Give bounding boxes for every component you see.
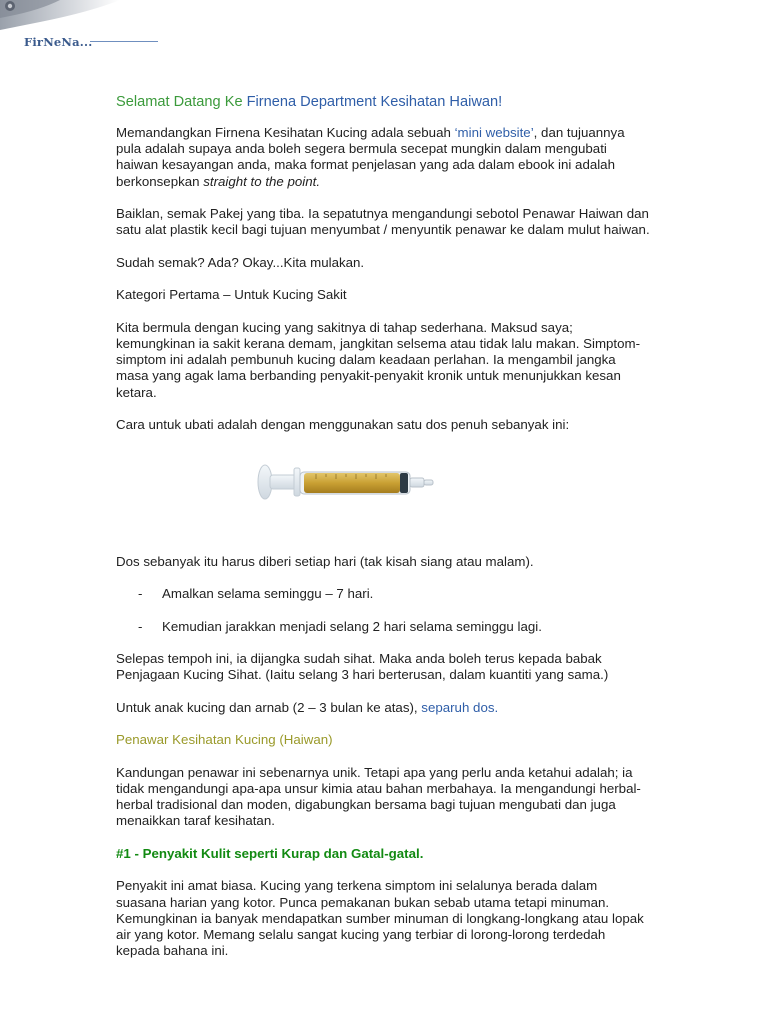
check-paragraph: Sudah semak? Ada? Okay...Kita mulakan. (116, 254, 365, 270)
list-item: - Amalkan selama seminggu – 7 hari. (116, 586, 651, 602)
disease-heading: #1 - Penyakit Kulit seperti Kurap dan Gatal-gatal. (116, 845, 424, 861)
intro-text-1: Memandangkan Firnena Kesihatan Kucing adala sebuah (116, 125, 455, 140)
method-paragraph: Cara untuk ubati adalah dengan menggunakan satu dos penuh sebanyak ini: (116, 417, 570, 433)
kitten-text: Untuk anak kucing dan arnab (2 – 3 bulan ke atas), (116, 699, 422, 715)
intro-text-2: , dan tujuannya pula adalah supaya anda boleh segera bermula secepat mungkin dalam mengubati haiwan kesayangan anda, maka format penjelasan yang ada dalam ebook ini adalah berkonsepkan (116, 125, 625, 189)
syringe-icon (256, 460, 436, 510)
section-heading: Penawar Kesihatan Kucing (Haiwan) (116, 732, 333, 748)
title-highlight: Firnena Department Kesihatan Haiwan! (246, 94, 503, 110)
brand-underline (90, 41, 158, 42)
page-title (116, 93, 651, 111)
mini-website-link[interactable]: ‘mini website’ (454, 125, 534, 140)
contents-paragraph: Kandungan penawar ini sebenarnya unik. Tetapi apa yang perlu anda ketahui adalah; ia tidak mengandungi apa-apa unsur kimia atau bahan merbahaya. Ia mengandungi herbal-herbal tradisional dan moden, digabungkan bersama bagi tujuan mengubati dan juga menaikkan taraf kesihatan. (116, 764, 641, 829)
package-paragraph: Baiklan, semak Pakej yang tiba. Ia sepatutnya mengandungi sebotol Penawar Haiwan dan satu alat plastik kecil bagi tujuan menyumbat / menyuntik penawar ke dalam mulut haiwan. (116, 206, 650, 238)
symptom-paragraph: Kita bermula dengan kucing yang sakitnya di tahap sederhana. Maksud saya; kemungkinan ia sakit kerana demam, jangkitan selsema atau tidak lalu makan. Simptom-simptom ini adalah pembunuh kucing dalam keadaan perlahan. Ia mengambil jangka masa yang agak lama berbanding penyakit-penyakit kronik untuk menunjukkan kesan ketara. (116, 319, 641, 400)
disease-paragraph: Penyakit ini amat biasa. Kucing yang terkena simptom ini selalunya berada dalam suasana harian yang kotor. Punca pemakanan bukan sebab utama tetapi minuman. Kemungkinan ia banyak mendapatkan sumber minuman di longkang-longkang atau lopak air yang kotor. Memang selalu sangat kucing yang terbiar di lorong-lorong terdedah kepada bahana ini. (116, 878, 644, 959)
syringe-figure (116, 450, 651, 546)
after-paragraph: Selepas tempoh ini, ia dijangka sudah sihat. Maka anda boleh terus kepada babak Penjagaan Kucing Sihat. (Iaitu selang 3 hari berterusan, dalam kuantiti yang sama.) (116, 651, 609, 683)
category-heading: Kategori Pertama – Untuk Kucing Sakit (116, 287, 347, 303)
corner-decoration (0, 0, 170, 60)
brand-logo: FirNeNa... (24, 35, 93, 49)
document-body (116, 93, 651, 976)
intro-emphasis: straight to the point. (203, 173, 321, 189)
title-prefix: Selamat Datang Ke (116, 94, 247, 110)
half-dose-link[interactable]: separuh dos. (421, 699, 499, 715)
list-item: - Kemudian jarakkan menjadi selang 2 hari selama seminggu lagi. (116, 619, 651, 635)
intro-paragraph (116, 125, 651, 190)
kitten-paragraph (116, 700, 651, 716)
dose-schedule-list (116, 586, 651, 635)
dose-paragraph: Dos sebanyak itu harus diberi setiap hari (tak kisah siang atau malam). (116, 553, 534, 569)
